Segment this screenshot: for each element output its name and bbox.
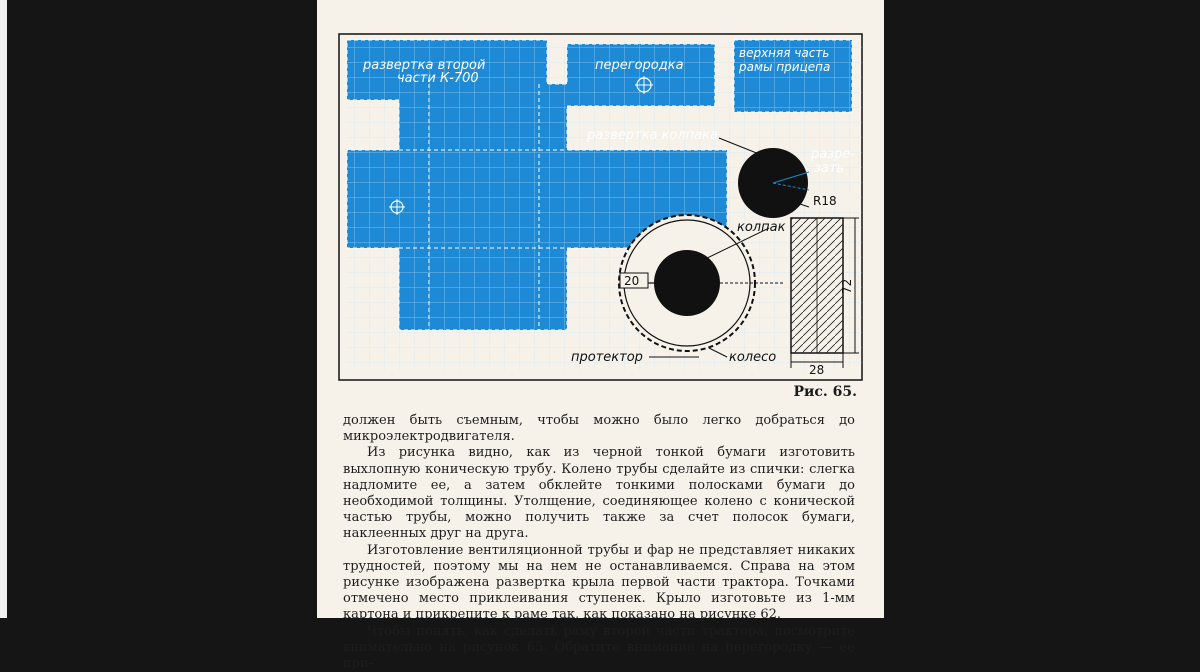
label-verkhnyaya: верхняя часть (739, 46, 830, 60)
body-text (343, 413, 855, 672)
label-kolpak: колпак (737, 220, 786, 235)
label-peregorodka: перегородка (595, 58, 684, 73)
label-ramy: рамы прицепа (739, 60, 831, 74)
label-razvertka-kolpaka: развертка колпака (587, 128, 718, 143)
paragraph: должен быть съемным, чтобы можно было легко добраться до микроэлектродвигателя. (343, 413, 855, 445)
book-page (317, 0, 884, 672)
paragraph: Изготовление вентиляционной трубы и фар не представляет никаких трудностей, поэтому мы на нем не останавливаемся. Справа на этом рисунке изображена развертка крыла первой части трактора. Точками отмечено место приклеивания ступенек. Крыло изготовьте из 1-мм картона и прикрепите к раме так, как показано на рисунке 62. (343, 542, 855, 623)
left-window-edge (0, 0, 7, 618)
label-chasti-k700: части К-700 (397, 71, 479, 86)
label-d72: 72 (840, 278, 854, 294)
label-d28: 28 (809, 363, 825, 377)
label-protektor: протектор (571, 350, 643, 365)
paragraph: Из рисунка видно, как из черной тонкой бумаги изготовить выхлопную коническую трубу. Колено трубы сделайте из спички: слегка надломите ее, а затем обклейте тонкими полосками бумаги до необходимой толщины. Утолщение, соединяющее колено с конической частью трубы, можно получить также за счет полосок бумаги, наклеенных друг на друга. (343, 445, 855, 542)
paragraph: Чтобы понять, как сделать раму второй части трактора, посмотрите внимательно на рисунок 65. Обратите внимание на перегородку — ее при- (343, 623, 855, 672)
label-d20: 20 (624, 274, 640, 288)
label-razre: разре- (811, 147, 856, 162)
figure-caption: Рис. 65. (793, 384, 857, 400)
figure-65 (339, 32, 864, 384)
label-koleso: колесо (729, 350, 777, 365)
label-zat: зать (814, 161, 845, 176)
label-razvertka-vtoroy: развертка второй (363, 58, 486, 73)
label-r18: R18 (813, 194, 837, 208)
